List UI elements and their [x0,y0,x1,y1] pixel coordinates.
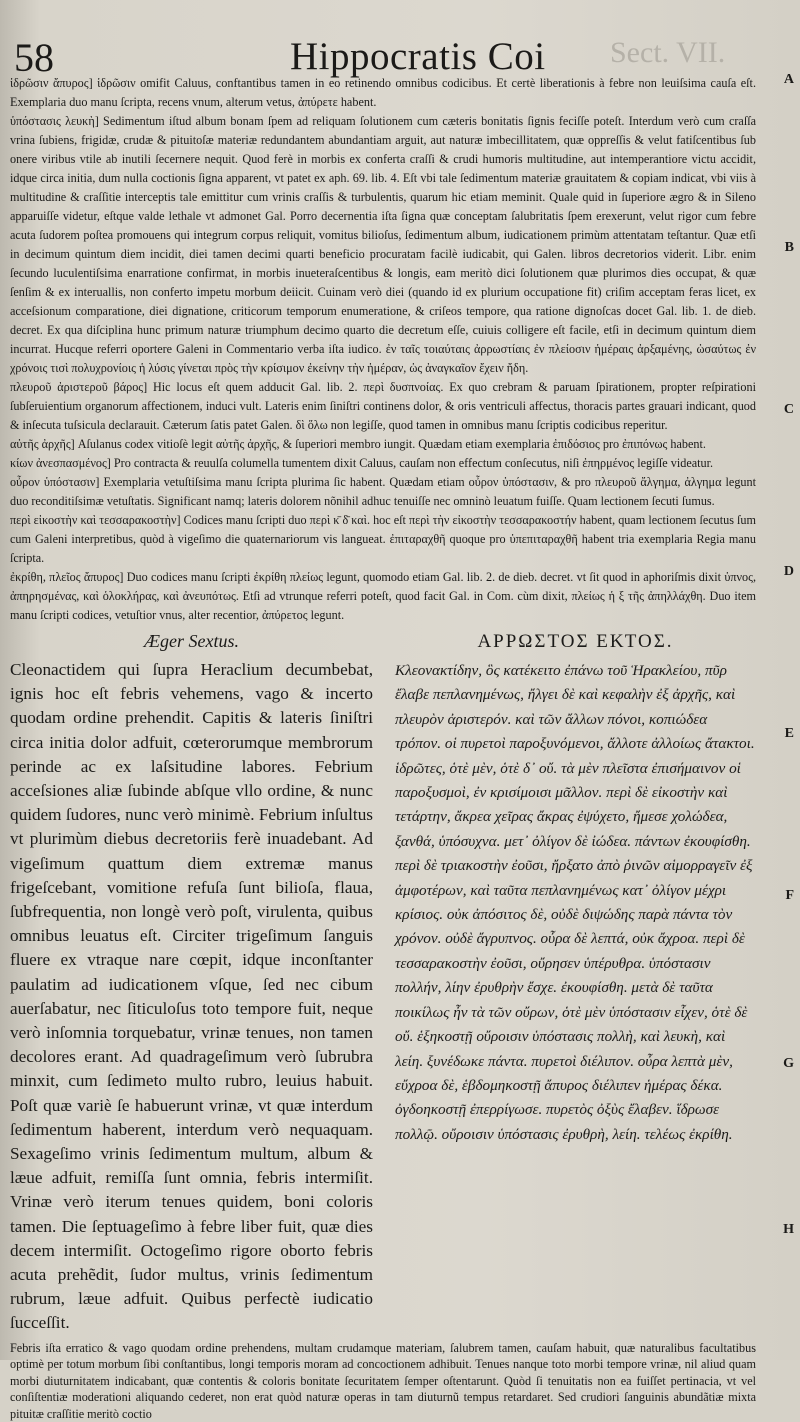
latin-heading: Æger Sextus. [144,631,239,651]
margin-letter-a: A [783,72,794,87]
margin-letter-d: D [783,564,794,579]
margin-letter-f: F [785,888,794,903]
latin-column [10,631,385,1336]
footer-commentary: Febris iſta erratico & vago quodam ordine prehendens, multam crudamque materiam, ſalubrem tamen, cauſam habuit, quæ naturalibus facultatibus optimè per totum morbum ſibi conſtantibus, longi temporis moram ad concoctionem adhibuit. Tenues nanque toto morbi tempore vrinæ, nil aliud quam morbi diuturnitatem indicabant, quæ contentis & coloris bonitate ſecuritatem ſemper oſtentarunt. Quòd ſi tenuitatis non ea fuiſſet pertinacia, vt vel conſiſtentiæ moderationi aliquando cederet, non erat quòd naturæ operas in tam diuturnũ tempus retardaret. Sed crudiori ſanguinis abundãtiæ mixta pituitæ craſſitie meritò coctio [10,1340,756,1421]
running-head: Hippocratis Coi [290,35,546,78]
parallel-text-columns [10,631,756,1336]
page-header [10,14,756,80]
margin-letter-c: C [783,402,794,417]
note-6: οὖρον ὑπόστασιν] Exemplaria vetuſtiſsima manu ſcripta plurima ſic habent. Quædam etiam οὖρον ὑπόστασιν, & pro πλευροῦ ἄλγημα, ἀλγημα legunt duo reconditiſsimæ vetuſtatis. Significant namq; lateris dolorem nõnihil adhuc tenuiſſe nec omninò leuatum fuiſſe. Quam lectionem ſecuti ſumus. [10,475,756,508]
margin-letter-b: B [784,240,794,255]
greek-heading: ΑΡΡΩΣΤΟΣ ΕΚΤΟΣ. [477,631,674,652]
margin-letter-e: E [784,726,794,741]
bleed-through-text: Sect. VII. [610,36,726,69]
page-number: 58 [14,35,54,80]
note-7: περὶ εἰκοστὴν καὶ τεσσαρακοστὴν] Codices manu ſcripti duo περὶ κ̄ δ̄ καὶ. hoc eſt περὶ τὴν εἰκοστὴν τεσσαρακοστήν habent, quam lectionem ſecutus ſum cum Galeni interpretibus, quòd à vigeſimo die quaternariorum vis langueat. ἐπιταραχθῆ quoque pro ὑπεπιταραχθῆ habent tria exemplaria Regia manu ſcripta. [10,513,756,565]
note-5: κίων ἀνεσπασμένος] Pro contracta & reuulſa columella tumentem dixit Caluus, cauſam non effectum conſecutus, niſi ἐπηρμένος legiſſe videatur. [10,456,714,470]
latin-text: Cleonactidem qui ſupra Heraclium decumbebat, ignis hoc eſt febris vehemens, vago & incerto quodam ordine prehendit. Capitis & lateris ſiniſtri circa initia dolor adfuit, cœterorumque membrorum perinde ac ex laſsitudine labores. Febrium acceſsiones aliæ ſubinde abſque vllo ordine, & nunc quidem ſudores, nunc verò minimè. Febrium inſultus vt plurimùm diebus decretoriis ferè inuadebant. Ad vigeſimum quattum diem extremæ manus frigeſcebant, vomitione refuſa ſunt bilioſa, flaua, ſubfrequentia, non longè verò poſt, virulenta, quibus omnibus leuatus eſt. Circiter trigeſimum ſanguis fluere ex vtraque nare cœpit, idque inconſtanter paulatim ad iudicationem vſque, ſed nec cibum auerſabatur, nec ſiticuloſus toto tempore fuit, neque verò inſomnia torquebatur, vrinæ tenues, non tamen decolores erant. Ad quadrageſimum verò ſubrubra minxit, cum ſedimeto multo rubro, leuius habuit. Poſt quæ variè ſe habuerunt vrinæ, vt quæ interdum ſedimentum haberent, interdum verò nequaquam. Sexageſimo vrinis ſedimentum multum, album & læue adfuit, remiſſa ſunt omnia, febris intermiſit. Vrinæ verò iterum tenues quidem, boni coloris tamen. Die ſeptuageſimo à febre liber fuit, quæ dies decem intermiſit. Octogeſimo rigore oborto febris acuta prehẽdit, ſudor multus, vrinis ſedimentum rubrum, læue adfuit. Quibus perfectè iudicatio ſucceſſit. [10,660,373,1333]
margin-letter-h: H [783,1222,794,1237]
note-2: ὑπόστασις λευκὴ] Sedimentum iſtud album bonam ſpem ad reliquam ſolutionem cum cæteris bonitatis ſignis feciſſe poteſt. Interdum verò cum craſſa vrina ſubiens, frigidæ, crudæ & pituitoſæ materiæ redundantem abundantiam arguit, aut naturæ imbecillitatem, quæ oppreſſis & velut fatiſcentibus ſub onere viribus vtile ab inutili ſecernere nequit. Quod ferè in morbis ex conferta craſſi & crudi humoris multitudine, aut intemperantiore victu accidit, idque circa initia, dum nulla coctionis ſigna apparent, vt patet ex aph. 69. lib. 4. Eſt vbi tale ſedimentum materiæ grauitatem & copiam indicat, vbi viis à multitudine & craſſitie interceptis tale emittitur cum vrinis craſſis & turbulentis, quarum hic etiam meminit. Quale quid in ſuperiore ægro & in Sileno apparuiſſe videtur, eſtque valde lethale vt admonet Gal. Porro decernentia iſta ſigna quæ conceptam ſalubritatis ſpem erexerunt, velut rigor cum febre acuta ſudorem poſtea promouens qui integrum corpus reliquit, vomitus bilioſus, ſedimentum album, iudicationem primùm attentatam teſtantur. Quæ etſi in decimum quintum diem incidit, diei tamen decimi quarti beneficio procuratam facilè iudicabit, qui Galen. libros decretorios viderit. Libr. enim ſecundo luculentiſsima enarratione confirmat, in morbis inueteraſcentibus & longis, eam meritò dici ſolutionem quæ plurimos dies occupat, & quæ ſenſim & ex interuallis, non conferto impetu morbum deiicit. Cuinam verò diei (quando id ex plurium occupatione fit) criſim acceptam feras licet, ex acceſsionum comparatione, diei dignatione, criticorum temporum enumeratione, & criſeos tempore, qua ratione dignoſcas docet Gal. lib. 1. de dieb. decret. Ex qua diſciplina hunc primum naturæ triumphum decimo quarto die decretum eſſe, cuiuis colligere eſt facile, etſi in decimum quintum diem incurrat. Hucque referri oportere Galeni in Commentario verba iſta iudico. ἐν ταῖς τοιαύταις ἀρρωστίαις ἐν πλείοσιν ἡμέραις ἀρξαμένης, ὡσαύτως ἐν χρόνοις τισὶ πολυχρονίοις ἡ λύσις γίνεται πρὸς τὴν κρίσιμον ἐκείνην τὴν ἡμέραν, ὡς ἀναγκαῖον ἔχειν ἤδη. [10,114,756,375]
note-1: ἱδρῶσιν ἄπυρος] ἱδρῶσιν omifit Caluus, conftantibus tamen in eo retinendo omnibus codicibus. Et certè liberationis à febre non leuiſsima cauſa eſt. Exemplaria duo manu ſcripta, recens vnum, alterum vetus, ἀπύρετε habent. [10,76,756,109]
note-8: ἐκρίθη, πλεῖος ἄπυρος] Duo codices manu ſcripti ἐκρίθη πλείως legunt, quomodo etiam Gal. lib. 2. de dieb. decret. vt ſit quod in aphoriſmis dixit ὑπνος, ἀπηρησμένας, καὶ ὁλοκλήρας, καὶ ἀνευπότως. Etſi ad vtrunque referri poteſt, quod facit Gal. in Com. cùm dixit, πλείως ἡ ξ τῆς ἀπηλλάχθη. Duo item manu ſcripti codices, vetuſtior vnus, alter recentior, ἀπύρετος legunt. [10,570,756,622]
greek-column [385,631,756,1336]
note-3: πλευροῦ ἀριστεροῦ βάρος] Hic locus eſt quem adducit Gal. lib. 2. περὶ δυσπνοίας. Ex quo crebram & paruam ſpirationem, propter reſpirationi ſubſeruientium organorum affectionem, induci vult. Lateris enim ſiniſtri continens dolor, & oris ventriculi affectus, thoracis partes grauari indicant, quod & inſecuta tuſsicula declarauit. Cæterum ſatis patet Galen. δὶ ὅλω non legiſſe, quod tamen in omnibus manu ſcriptis codicibus reperitur. [10,380,756,432]
commentary-notes [10,74,756,625]
greek-text: Κλεονακτίδην, ὃς κατέκειτο ἐπάνω τοῦ Ἡρακλείου, πῦρ ἔλαβε πεπλανημένως, ἤλγει δὲ καὶ κεφαλὴν ἐξ ἀρχῆς, καὶ πλευρὸν ἀριστερόν. καὶ τῶν ἄλλων πόνοι, κοπιώδεα τρόπον. οἱ πυρετοὶ παροξυνόμενοι, ἄλλοτε ἀλλοίως ἄτακτοι. ἱδρῶτες, ὁτὲ μὲν, ὁτὲ δ᾽ οὔ. τὰ μὲν πλεῖστα ἐπισήμαινον οἱ παροξυσμοὶ, ἐν κρισίμοισι μᾶλλον. περὶ δὲ εἰκοστὴν καὶ τετάρτην, ἄκρεα χεῖρας ἄκρας ἐψύχετο, ἤμεσε χολώδεα, ξανθά, ὑπόσυχνα. μετ᾽ ὀλίγον δὲ ἰώδεα. πάντων ἐκουφίσθη. περὶ δὲ τριακοστὴν ἐοῦσι, ἤρξατο ἀπὸ ῥινῶν αἱμορραγεῖν ἐξ ἀμφοτέρων, καὶ ταῦτα πεπλανημένως κατ᾽ ὀλίγον μέχρι κρίσιος. οὐκ ἀπόσιτος δὲ, οὐδὲ διψώδης παρὰ πάντα τὸν χρόνον. οὐδὲ ἄγρυπνος. οὖρα δὲ λεπτά, οὐκ ἄχροα. περὶ δὲ τεσσαρακοστὴν ἐοῦσι, οὔρησεν ὑπέρυθρα. ὑπόστασιν πολλήν, λίην ἐρυθρὴν ἔσχε. ἐκουφίσθη. μετὰ δὲ ταῦτα ποικίλως ἦν τὰ τῶν οὔρων, ὁτὲ μὲν ὑπόστασιν εἶχεν, ὁτὲ δὲ οὔ. ἑξηκοστῇ οὔροισιν ὑπόστασις πολλὴ, καὶ λευκὴ, καὶ λείη. ξυνέδωκε πάντα. πυρετοὶ διέλιπον. οὖρα λεπτὰ μὲν, εὔχροα δὲ, ἑβδομηκοστῇ ἄπυρος διέλιπεν ἡμέρας δέκα. ὀγδοηκοστῇ ἐπερρίγωσε. πυρετὸς ὀξὺς ἔλαβεν. ἵδρωσε πολλῷ. οὔροισιν ὑπόστασις ἐρυθρὴ, λείη. τελέως ἐκρίθη. [395,662,755,1143]
note-4: αὐτῆς ἀρχῆς] Aſulanus codex vitioſè legit αὐτῆς ἀρχῆς, & ſuperiori membro iungit. Quædam etiam exemplaria ἐπιδόσιος pro ἐπιπόνως habent. [10,437,706,451]
margin-letter-g: G [783,1056,794,1071]
